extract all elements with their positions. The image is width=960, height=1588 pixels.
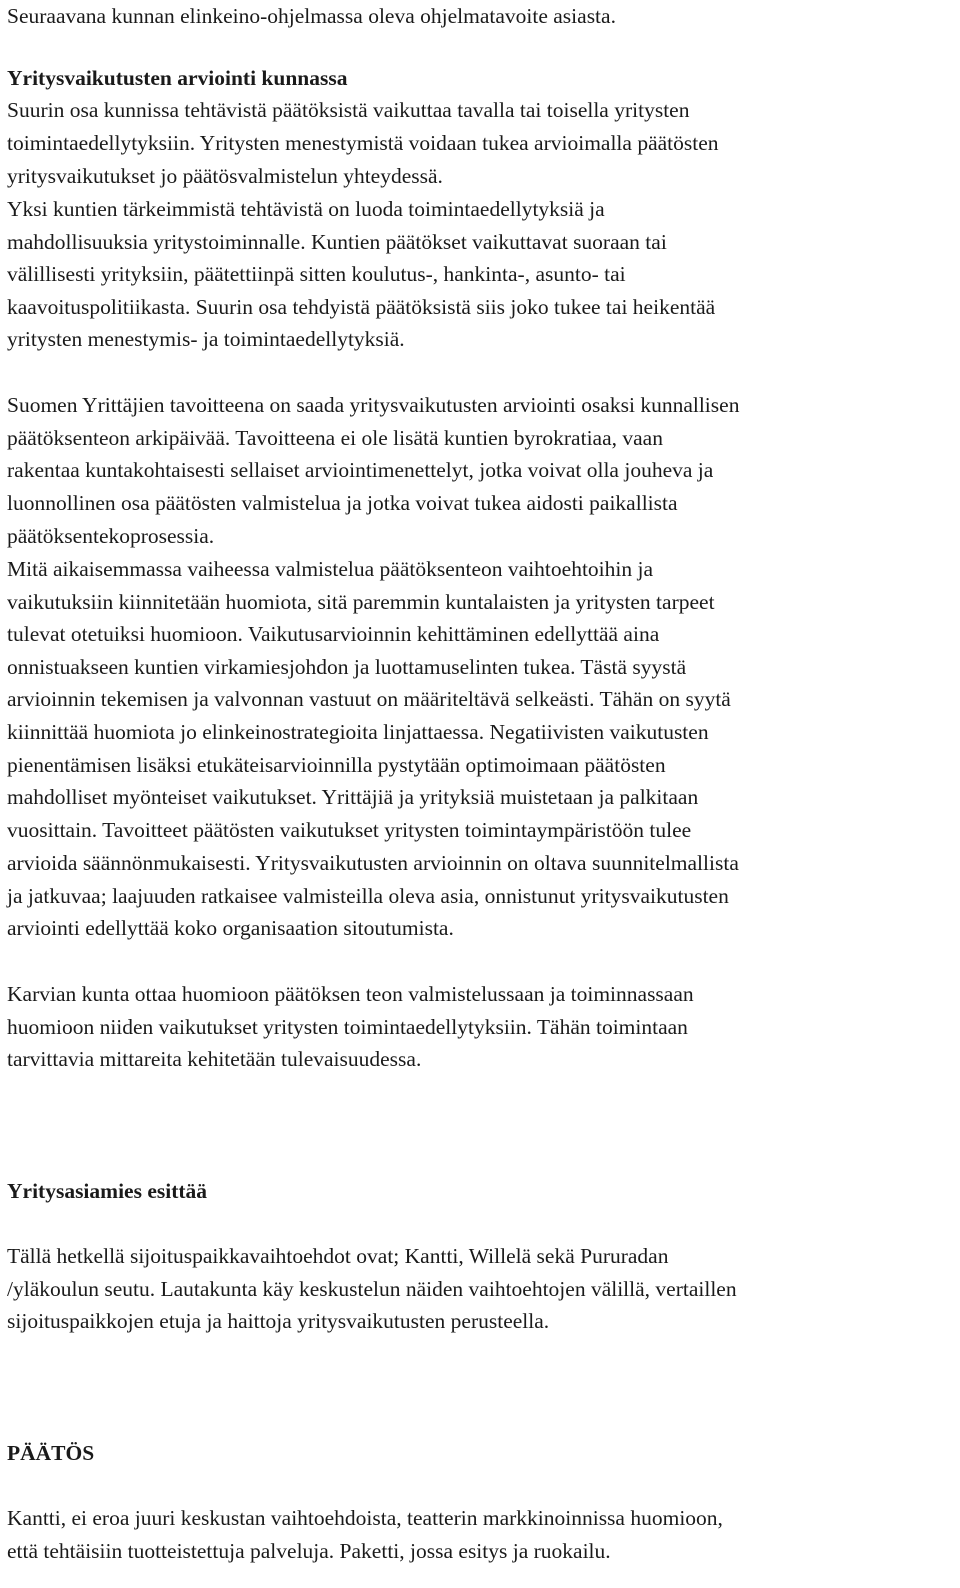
text-line: Suurin osa kunnissa tehtävistä päätöksistä vaikuttaa tavalla tai toisella yritysten — [7, 98, 690, 122]
text-line: kiinnittää huomiota jo elinkeinostrategioita linjattaessa. Negatiivisten vaikutusten — [7, 720, 709, 744]
text-line: Mitä aikaisemmassa vaiheessa valmistelua päätöksenteon vaihtoehtoihin ja — [7, 557, 654, 581]
text-line: päätöksenteon arkipäivää. Tavoitteena ei ole lisätä kuntien byrokratiaa, vaan — [7, 426, 663, 450]
text-line: vaikutuksiin kiinnitetään huomiota, sitä paremmin kuntalaisten ja yritysten tarpeet — [7, 590, 715, 614]
text-line: ja jatkuvaa; laajuuden ratkaisee valmisteilla oleva asia, onnistunut yritysvaikutusten — [7, 884, 729, 908]
text-line: luonnollinen osa päätösten valmistelua ja jotka voivat tukea aidosti paikallista — [7, 491, 678, 515]
text-line: huomioon niiden vaikutukset yritysten toimintaedellytyksiin. Tähän toimintaan — [7, 1015, 688, 1039]
text-line: onnistuakseen kuntien virkamiesjohdon ja luottamuselinten tukea. Tästä syystä — [7, 655, 687, 679]
text-line: sijoituspaikkojen etuja ja haittoja yritysvaikutusten perusteella. — [7, 1309, 550, 1333]
text-line: mahdolliset myönteiset vaikutukset. Yrittäjiä ja yrityksiä muistetaan ja palkitaan — [7, 785, 699, 809]
section-heading-paatos: PÄÄTÖS — [7, 1441, 95, 1465]
text-line: /yläkoulun seutu. Lautakunta käy keskustelun näiden vaihtoehtojen välillä, vertaillen — [7, 1277, 737, 1301]
text-line: arviointi edellyttää koko organisaation sitoutumista. — [7, 916, 454, 940]
text-line: arvioida säännönmukaisesti. Yritysvaikutusten arvioinnin on oltava suunnitelmallista — [7, 851, 739, 875]
text-line: Suomen Yrittäjien tavoitteena on saada yritysvaikutusten arviointi osaksi kunnallisen — [7, 393, 740, 417]
text-line: pienentämisen lisäksi etukäteisarvioinnilla pystytään optimoimaan päätösten — [7, 753, 666, 777]
section-heading-yritysasiamies-esittaa: Yritysasiamies esittää — [7, 1179, 208, 1203]
text-line: päätöksentekoprosessia. — [7, 524, 215, 548]
text-line: välillisesti yrityksiin, päätettiinpä sitten koulutus-, hankinta-, asunto- tai — [7, 262, 626, 286]
section-heading-yritysvaikutusten-arviointi: Yritysvaikutusten arviointi kunnassa — [7, 66, 348, 90]
text-line: arvioinnin tekemisen ja valvonnan vastuut on määriteltävä selkeästi. Tähän on syytä — [7, 687, 731, 711]
text-line: tarvittavia mittareita kehitetään tulevaisuudessa. — [7, 1047, 422, 1071]
text-line: Tällä hetkellä sijoituspaikkavaihtoehdot ovat; Kantti, Willelä sekä Pururadan — [7, 1244, 669, 1268]
text-line: toimintaedellytyksiin. Yritysten menestymistä voidaan tukea arvioimalla päätösten — [7, 131, 719, 155]
text-line: tulevat otetuiksi huomioon. Vaikutusarvioinnin kehittäminen edellyttää aina — [7, 622, 660, 646]
text-line: mahdollisuuksia yritystoiminnalle. Kuntien päätökset vaikuttavat suoraan tai — [7, 230, 667, 254]
text-line: että tehtäisiin tuotteistettuja palveluja. Paketti, jossa esitys ja ruokailu. — [7, 1539, 611, 1563]
text-line: Karvian kunta ottaa huomioon päätöksen teon valmistelussaan ja toiminnassaan — [7, 982, 694, 1006]
text-line: yritysvaikutukset jo päätösvalmistelun yhteydessä. — [7, 164, 443, 188]
text-line: kaavoituspolitiikasta. Suurin osa tehdyistä päätöksistä siis joko tukee tai heikentää — [7, 295, 716, 319]
text-line: vuosittain. Tavoitteet päätösten vaikutukset yritysten toimintaympäristöön tulee — [7, 818, 692, 842]
text-line: yritysten menestymis- ja toimintaedellytyksiä. — [7, 327, 405, 351]
text-line: Yksi kuntien tärkeimmistä tehtävistä on luoda toimintaedellytyksiä ja — [7, 197, 605, 221]
text-line: Kantti, ei eroa juuri keskustan vaihtoehdoista, teatterin markkinoinnissa huomioon, — [7, 1506, 723, 1530]
text-line: rakentaa kuntakohtaisesti sellaiset arviointimenettelyt, jotka voivat olla jouheva ja — [7, 458, 714, 482]
intro-line: Seuraavana kunnan elinkeino-ohjelmassa oleva ohjelmatavoite asiasta. — [7, 4, 616, 28]
